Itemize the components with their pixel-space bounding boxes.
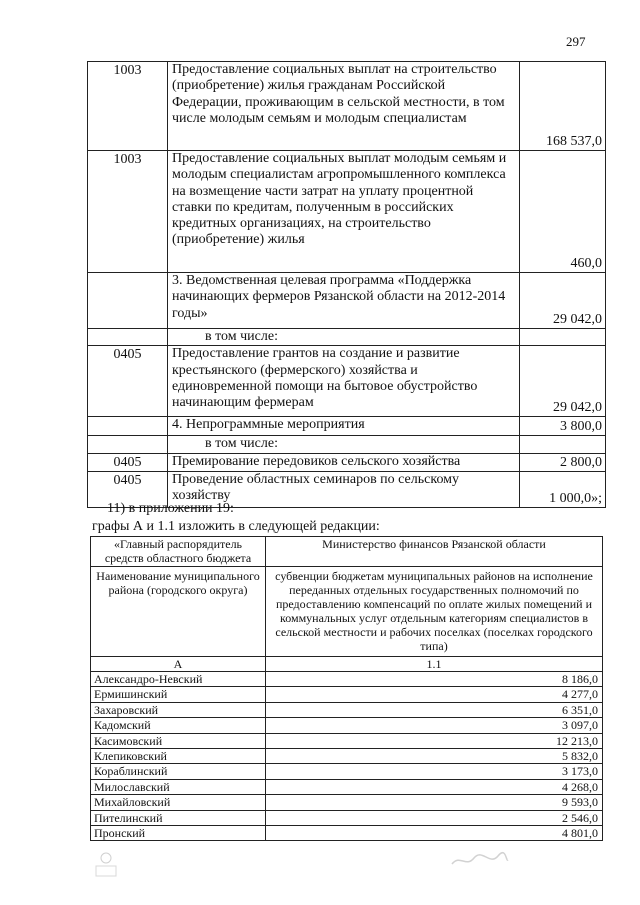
section-code: 1003 — [88, 151, 168, 273]
subvention-amount: 8 186,0 — [266, 672, 603, 687]
subvention-amount: 3 097,0 — [266, 718, 603, 733]
section-code: 0405 — [88, 453, 168, 471]
section-code: 0405 — [88, 346, 168, 417]
subvention-amount: 3 173,0 — [266, 764, 603, 779]
item-amount — [520, 329, 606, 346]
section-code — [88, 329, 168, 346]
district-name: Касимовский — [91, 733, 266, 748]
district-name: Милославский — [91, 779, 266, 794]
section-code — [88, 417, 168, 436]
district-name: Кораблинский — [91, 764, 266, 779]
section-code: 0405 — [88, 471, 168, 507]
column-a-label: А — [91, 657, 266, 672]
district-name: Михайловский — [91, 795, 266, 810]
item-amount: 29 042,0 — [520, 346, 606, 417]
item-amount: 168 537,0 — [520, 62, 606, 151]
table-row — [88, 62, 606, 151]
column-number-row — [91, 657, 603, 672]
table-row — [88, 273, 606, 329]
page-number: 297 — [566, 34, 586, 49]
table-row — [91, 718, 603, 733]
district-name: Пителинский — [91, 810, 266, 825]
subvention-amount: 12 213,0 — [266, 733, 603, 748]
table-row — [91, 810, 603, 825]
item-amount: 460,0 — [520, 151, 606, 273]
item-amount: 29 042,0 — [520, 273, 606, 329]
item-description: в том числе: — [168, 329, 520, 346]
district-name: Пронский — [91, 826, 266, 841]
subvention-amount: 2 546,0 — [266, 810, 603, 825]
item-description: Предоставление социальных выплат молодым семьям и молодым специалистам агропромышленного комплекса на возмещение части затрат на уплату процентной ставки по кредитам, полученным в российских кредитных организациях, на строительство (приобретение) жилья — [168, 151, 520, 273]
subvention-amount: 5 832,0 — [266, 749, 603, 764]
table-row — [91, 733, 603, 748]
subvention-amount: 4 277,0 — [266, 687, 603, 702]
item-description: 3. Ведомственная целевая программа «Поддержка начинающих фермеров Рязанской области на 2012-2014 годы» — [168, 273, 520, 329]
table-row — [91, 687, 603, 702]
item-amount: 2 800,0 — [520, 453, 606, 471]
table-row — [88, 151, 606, 273]
table-row — [91, 672, 603, 687]
subvention-amount: 4 268,0 — [266, 779, 603, 794]
table-row — [88, 329, 606, 346]
item-amount: 1 000,0»; — [520, 471, 606, 507]
section-code — [88, 436, 168, 453]
item-description: в том числе: — [168, 436, 520, 453]
header-district-name: Наименование муниципального района (городского округа) — [91, 567, 266, 657]
item-description: Премирование передовиков сельского хозяйства — [168, 453, 520, 471]
table-row — [91, 795, 603, 810]
item-amount — [520, 436, 606, 453]
amendment-item-11: 11) в приложении 19: — [107, 501, 234, 516]
district-name: Александро-Невский — [91, 672, 266, 687]
district-name: Кадомский — [91, 718, 266, 733]
table-header-row — [91, 537, 603, 567]
table-row — [91, 702, 603, 717]
item-description: Предоставление социальных выплат на строительство (приобретение) жилья гражданам Российской Федерации, проживающим в сельской местности, в том числе молодым семьям и молодым специалистам — [168, 62, 520, 151]
district-name: Захаровский — [91, 702, 266, 717]
section-code: 1003 — [88, 62, 168, 151]
subvention-amount: 9 593,0 — [266, 795, 603, 810]
item-amount: 3 800,0 — [520, 417, 606, 436]
header-distributor-label: «Главный распорядитель средств областного бюджета — [91, 537, 266, 567]
subvention-amount: 4 801,0 — [266, 826, 603, 841]
amendment-instruction: графы А и 1.1 изложить в следующей редакции: — [92, 519, 380, 534]
table-row — [91, 826, 603, 841]
column-1-1-label: 1.1 — [266, 657, 603, 672]
faint-signature-mark — [450, 850, 510, 875]
expenditure-table — [87, 61, 606, 508]
district-name: Клепиковский — [91, 749, 266, 764]
district-name: Ермишинский — [91, 687, 266, 702]
table-row — [88, 436, 606, 453]
table-row — [91, 764, 603, 779]
table-row — [88, 346, 606, 417]
table-header-row — [91, 567, 603, 657]
table-row — [91, 779, 603, 794]
item-description: 4. Непрограммные мероприятия — [168, 417, 520, 436]
table-row — [91, 749, 603, 764]
section-code — [88, 273, 168, 329]
subvention-table — [90, 536, 603, 841]
header-subvention-description: субвенции бюджетам муниципальных районов на исполнение переданных отдельных государственных полномочий по предоставлению компенсаций по оплате жилых помещений и коммунальных услуг отдельным категориям специалистов в сельской местности и рабочих поселках (поселках городского типа) — [266, 567, 603, 657]
header-ministry: Министерство финансов Рязанской области — [266, 537, 603, 567]
table-row — [88, 453, 606, 471]
item-description: Проведение областных семинаров по сельскому хозяйству — [168, 471, 520, 507]
table-row — [88, 417, 606, 436]
item-description: Предоставление грантов на создание и развитие крестьянского (фермерского) хозяйства и единовременной помощи на бытовое обустройство начинающим фермерам — [168, 346, 520, 417]
subvention-amount: 6 351,0 — [266, 702, 603, 717]
faint-seal-mark — [92, 848, 120, 885]
